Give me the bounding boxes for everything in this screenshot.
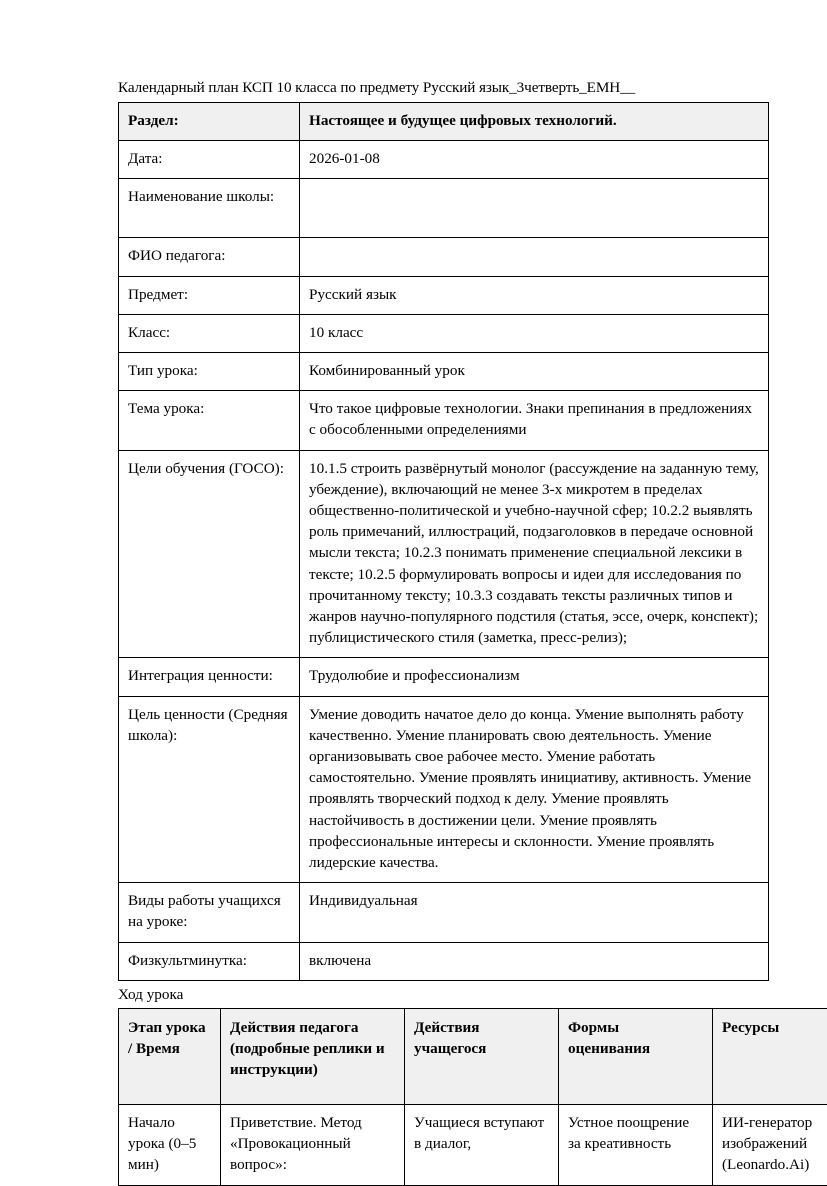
cell-stage-time: Начало урока (0–5 мин) xyxy=(119,1104,221,1185)
cell-resources: ИИ-генератор изображений (Leonardo.Ai) xyxy=(713,1104,827,1185)
row-value-school-name xyxy=(300,179,769,238)
lesson-flow-heading: Ход урока xyxy=(118,985,769,1004)
row-label-school-name: Наименование школы: xyxy=(119,179,300,238)
lesson-info-table xyxy=(118,102,769,981)
row-label-value-goal: Цель ценности (Средняя школа): xyxy=(119,696,300,883)
lesson-flow-body xyxy=(119,1104,827,1185)
table-row xyxy=(119,391,769,450)
row-value-teacher-name xyxy=(300,238,769,276)
lesson-info-body xyxy=(119,103,769,981)
row-label-subject: Предмет: xyxy=(119,276,300,314)
table-row xyxy=(119,238,769,276)
table-row xyxy=(119,450,769,658)
row-label-work-types: Виды работы учащихся на уроке: xyxy=(119,883,300,942)
row-value-date: 2026-01-08 xyxy=(300,141,769,179)
table-header-row xyxy=(119,1008,827,1104)
table-row xyxy=(119,179,769,238)
table-row xyxy=(119,883,769,942)
row-label-grade: Класс: xyxy=(119,314,300,352)
column-header-resources: Ресурсы xyxy=(713,1008,827,1104)
row-value-work-types: Индивидуальная xyxy=(300,883,769,942)
table-row xyxy=(119,314,769,352)
column-header-assessment-forms: Формы оценивания xyxy=(559,1008,713,1104)
table-row xyxy=(119,696,769,883)
row-value-grade: 10 класс xyxy=(300,314,769,352)
cell-student-actions: Учащиеся вступают в диалог, xyxy=(405,1104,559,1185)
row-label-lesson-topic: Тема урока: xyxy=(119,391,300,450)
table-row xyxy=(119,276,769,314)
cell-assessment-forms: Устное поощрение за креативность xyxy=(559,1104,713,1185)
row-label-section: Раздел: xyxy=(119,103,300,141)
table-row xyxy=(119,1104,827,1185)
row-label-physical-minute: Физкультминутка: xyxy=(119,942,300,980)
row-value-subject: Русский язык xyxy=(300,276,769,314)
column-header-stage-time: Этап урока / Время xyxy=(119,1008,221,1104)
row-label-lesson-type: Тип урока: xyxy=(119,353,300,391)
table-row xyxy=(119,942,769,980)
page-title: Календарный план КСП 10 класса по предмету Русский язык_3четверть_ЕМН__ xyxy=(118,78,769,97)
row-value-value-integration: Трудолюбие и профессионализм xyxy=(300,658,769,696)
row-value-value-goal: Умение доводить начатое дело до конца. Умение выполнять работу качественно. Умение планировать свою деятельность. Умение организовывать свое рабочее место. Умение работать самостоятельно. Умение проявлять инициативу, активность. Умение проявлять творческий подход к делу. Умение проявлять настойчивость в достижении цели. Умение проявлять профессиональные интересы и склонности. Умение проявлять лидерские качества. xyxy=(300,696,769,883)
row-value-lesson-topic: Что такое цифровые технологии. Знаки препинания в предложениях с обособленными определениями xyxy=(300,391,769,450)
row-label-teacher-name: ФИО педагога: xyxy=(119,238,300,276)
column-header-student-actions: Действия учащегося xyxy=(405,1008,559,1104)
row-value-physical-minute: включена xyxy=(300,942,769,980)
row-label-date: Дата: xyxy=(119,141,300,179)
lesson-flow-head xyxy=(119,1008,827,1104)
row-label-learning-objectives: Цели обучения (ГОСО): xyxy=(119,450,300,658)
lesson-flow-table xyxy=(118,1008,827,1186)
table-row xyxy=(119,103,769,141)
row-label-value-integration: Интеграция ценности: xyxy=(119,658,300,696)
column-header-teacher-actions: Действия педагога (подробные реплики и инструкции) xyxy=(221,1008,405,1104)
table-row xyxy=(119,658,769,696)
row-value-section: Настоящее и будущее цифровых технологий. xyxy=(300,103,769,141)
table-row xyxy=(119,353,769,391)
row-value-learning-objectives: 10.1.5 строить развёрнутый монолог (рассуждение на заданную тему, убеждение), включающий не менее 3-х микротем в пределах общественно-политической и учебно-научной сфер; 10.2.2 выявлять роль примечаний, иллюстраций, подзаголовков в передаче основной мысли текста; 10.2.3 понимать применение специальной лексики в тексте; 10.2.5 формулировать вопросы и идеи для исследования по прочитанному тексту; 10.3.3 создавать тексты различных типов и жанров научно-популярного подстиля (статья, эссе, очерк, конспект); публицистического стиля (заметка, пресс-релиз); xyxy=(300,450,769,658)
table-row xyxy=(119,141,769,179)
cell-teacher-actions: Приветствие. Метод «Провокационный вопрос»: xyxy=(221,1104,405,1185)
row-value-lesson-type: Комбинированный урок xyxy=(300,353,769,391)
